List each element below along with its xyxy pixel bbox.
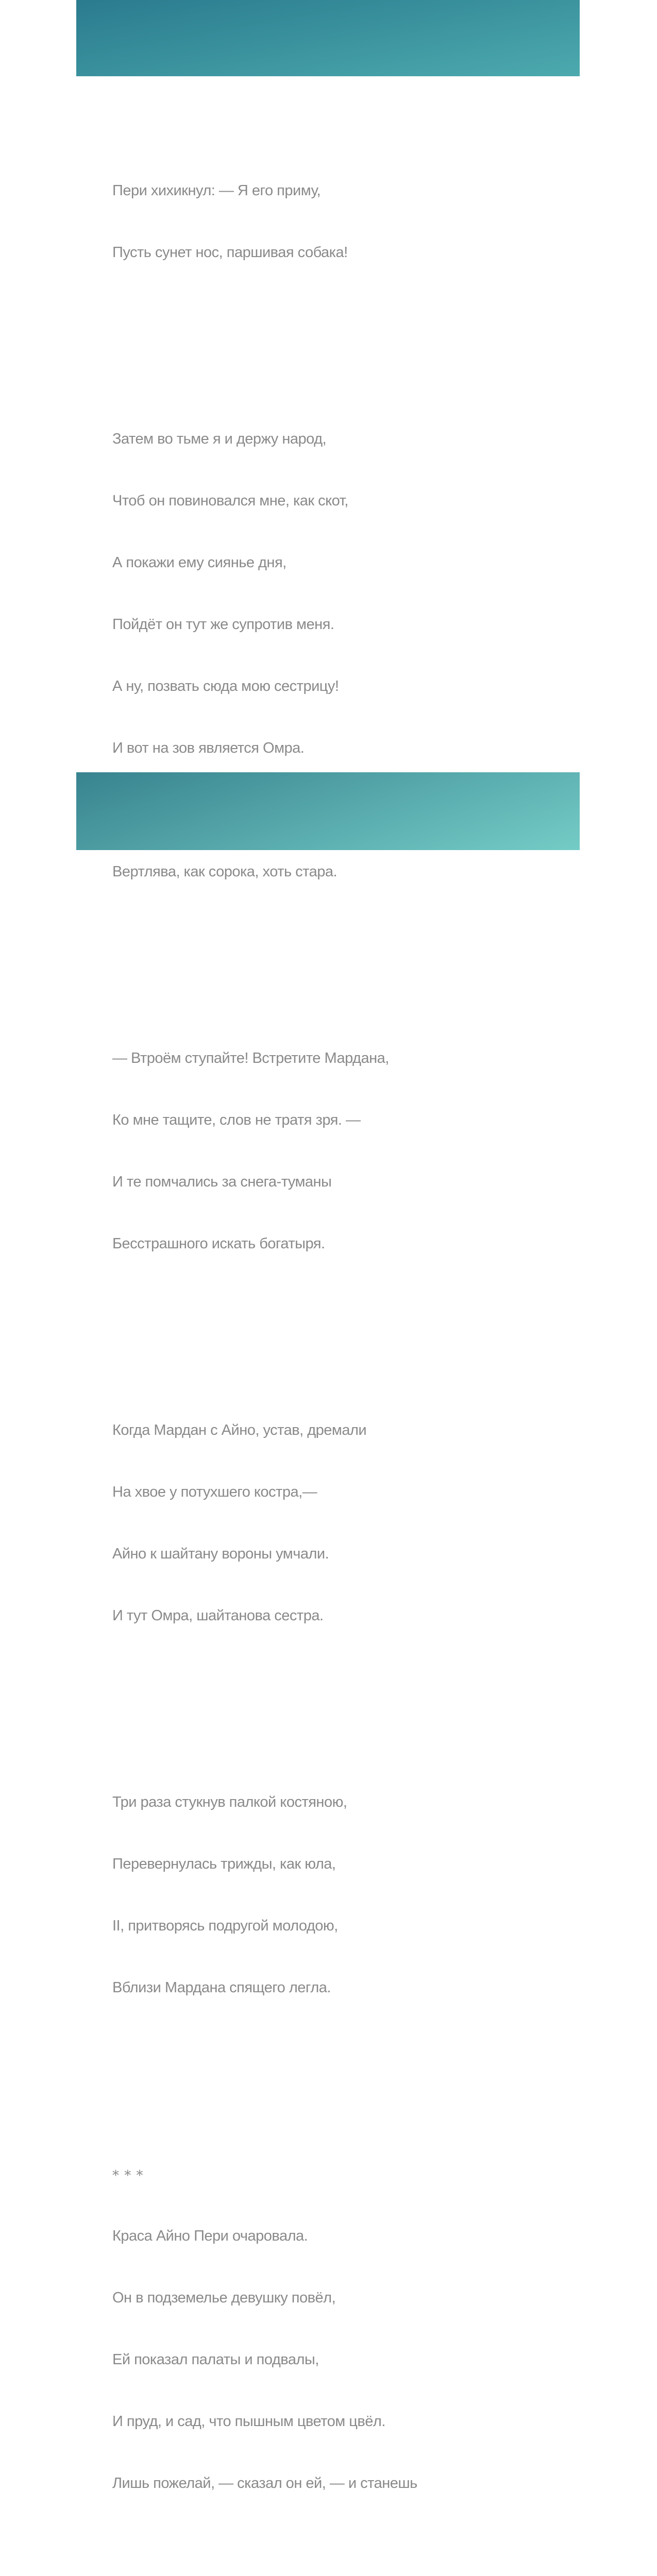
poem-line: Бесстрашного искать богатыря. bbox=[112, 1235, 325, 1252]
poem-line: Ко мне тащите, слов не тратя зря. — bbox=[112, 1112, 361, 1128]
poem-line: А покажи ему сиянье дня, bbox=[112, 554, 287, 571]
poem-line: Когда Мардан с Айно, устав, дремали bbox=[112, 1422, 367, 1438]
poem-line: Чтоб он повиновался мне, как скот, bbox=[112, 493, 348, 509]
poem-line: Пери хихикнул: — Я его приму, bbox=[112, 182, 321, 199]
stanza bbox=[112, 1751, 555, 2039]
poem-line: Он в подземелье девушку повёл, bbox=[112, 2290, 336, 2306]
poem-line: А ну, позвать сюда мою сестрицу! bbox=[112, 678, 339, 694]
page-footer-decoration bbox=[76, 772, 580, 850]
stanza bbox=[112, 1379, 555, 1667]
poem-line: На хвое у потухшего костра,— bbox=[112, 1484, 317, 1500]
poem-line: Краса Айно Пери очаровала. bbox=[112, 2228, 308, 2244]
stanza bbox=[112, 139, 555, 304]
poem-line: II, притворясь подругой молодою, bbox=[112, 1918, 338, 1934]
poem-line: Перевернулась трижды, как юла, bbox=[112, 1856, 336, 1872]
poem-line: Вертлява, как сорока, хоть стара. bbox=[112, 863, 338, 880]
poem-line: Ей показал палаты и подвалы, bbox=[112, 2351, 319, 2368]
poem-line: Затем во тьме я и держу народ, bbox=[112, 431, 327, 447]
stanza-separator: * * * bbox=[112, 2168, 144, 2183]
stanza bbox=[112, 2123, 555, 2535]
poem-line: И те помчались за снега-туманы bbox=[112, 1174, 332, 1190]
poem-line: Вблизи Мардана спящего легла. bbox=[112, 1979, 331, 1996]
poem-line: Три раза стукнув палкой костяною, bbox=[112, 1794, 347, 1810]
poem-line: Айно к шайтану вороны умчали. bbox=[112, 1546, 329, 1562]
poem-line: — Втроём ступайте! Встретите Мардана, bbox=[112, 1050, 389, 1066]
poem-line: Пойдёт он тут же супротив меня. bbox=[112, 616, 334, 633]
poem-text-block bbox=[112, 77, 555, 2576]
poem-line: И тут Омра, шайтанова сестра. bbox=[112, 1607, 324, 1624]
poem-line: Лишь пожелай, — сказал он ей, — и станешь bbox=[112, 2475, 417, 2492]
poem-line: И вот на зов является Омра. bbox=[112, 740, 305, 756]
poem-line: И пруд, и сад, что пышным цветом цвёл. bbox=[112, 2413, 385, 2430]
page-header-decoration bbox=[76, 0, 580, 76]
stanza bbox=[112, 1007, 555, 1295]
poem-line: Пусть сунет нос, паршивая собака! bbox=[112, 244, 348, 261]
